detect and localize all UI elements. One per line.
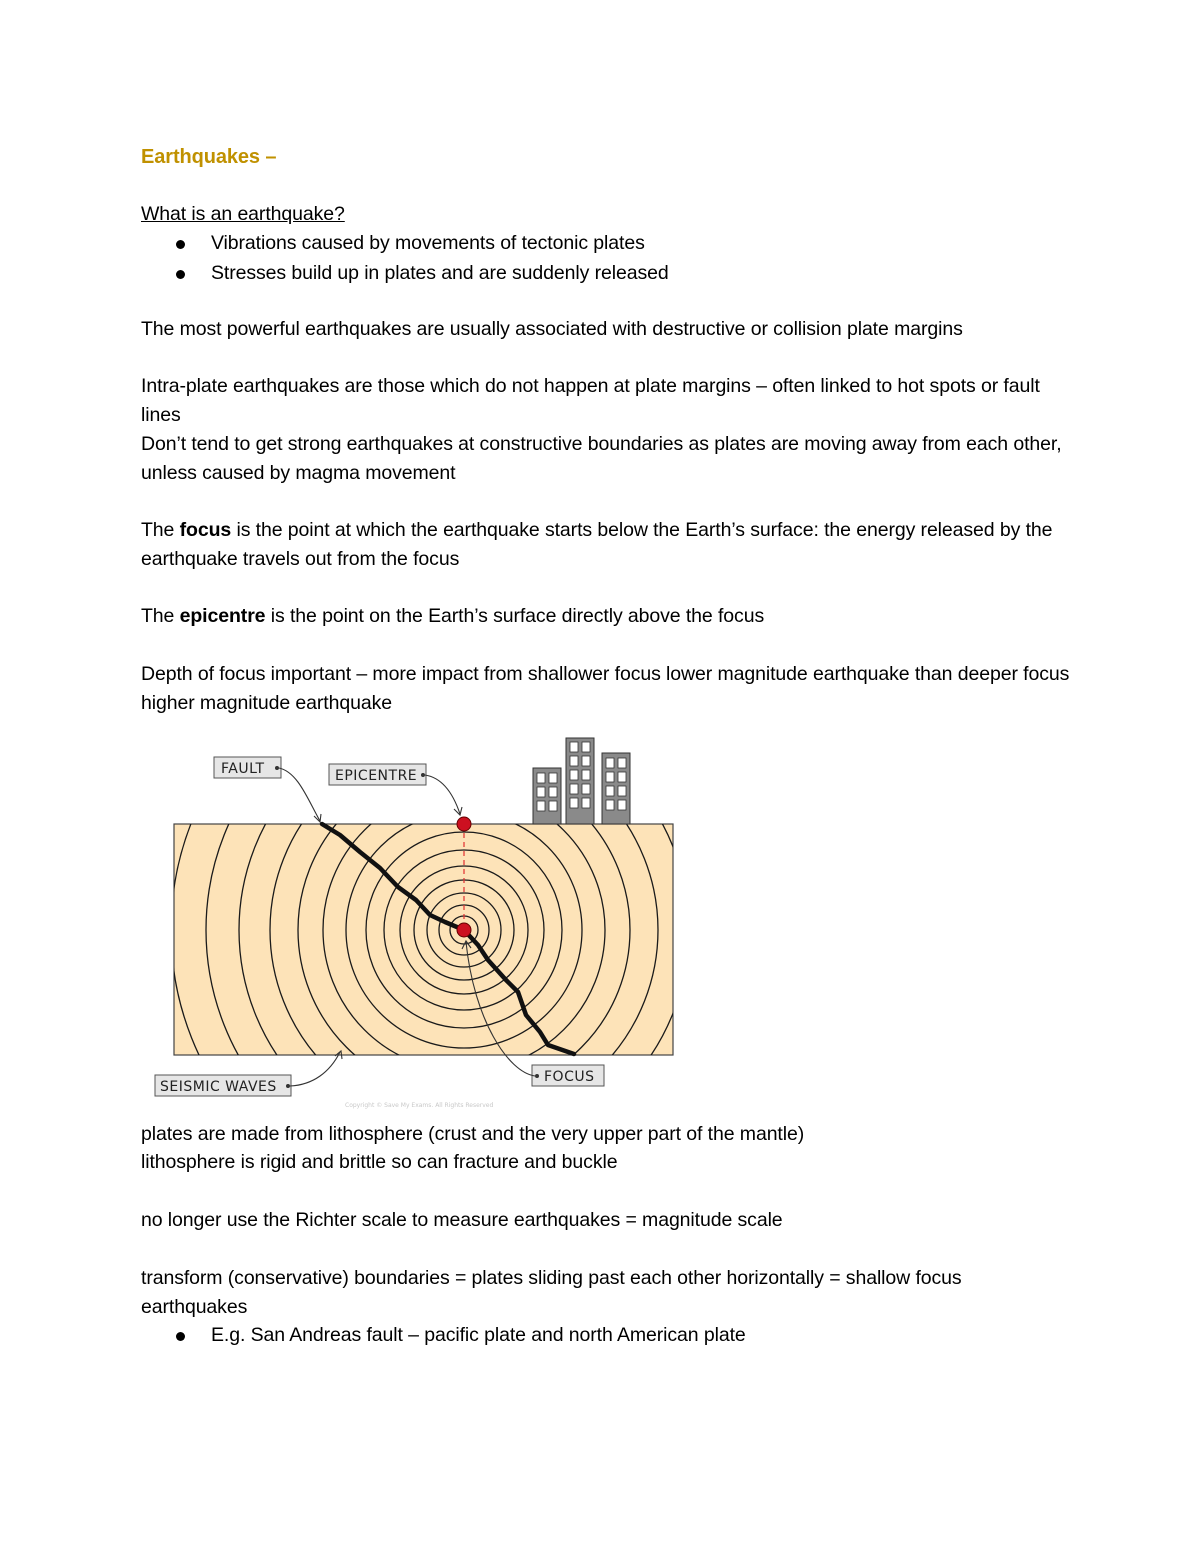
list-item: E.g. San Andreas fault – pacific plate and north American plate (141, 1320, 1071, 1350)
epicentre-marker (457, 817, 471, 831)
copyright-text: Copyright © Save My Exams. All Rights Reserved (345, 1102, 494, 1109)
label-focus: FOCUS (544, 1069, 595, 1085)
term-epicentre: epicentre (179, 605, 266, 627)
paragraph-depth-of-focus: Depth of focus important – more impact from shallower focus lower magnitude earthquake than deeper focus higher magnitude earthquake (141, 663, 1070, 714)
epicentre-callout (329, 764, 462, 815)
paragraph-epicentre: The epicentre is the point on the Earth’s surface directly above the focus (141, 605, 765, 627)
earthquake-diagram (148, 730, 688, 1115)
label-epicentre: EPICENTRE (335, 768, 418, 784)
bullet-icon (176, 270, 185, 279)
fault-callout (214, 757, 321, 822)
bullet-list-definition (141, 228, 1071, 288)
building-right (602, 753, 630, 824)
list-item: Vibrations caused by movements of tectonic plates (141, 228, 1071, 258)
paragraph-lithosphere-rigid: lithosphere is rigid and brittle so can fracture and buckle (141, 1151, 618, 1173)
term-focus: focus (179, 519, 232, 541)
paragraph-constructive: Don’t tend to get strong earthquakes at constructive boundaries as plates are moving away from each other, unless caused by magma movement (141, 433, 1062, 484)
page-title: Earthquakes – (141, 146, 277, 168)
bullet-icon (176, 1332, 185, 1341)
label-fault: FAULT (221, 761, 265, 777)
label-seismic-waves: SEISMIC WAVES (160, 1079, 277, 1095)
ground-block (174, 824, 673, 1055)
paragraph-transform-boundaries: transform (conservative) boundaries = plates sliding past each other horizontally = shallow focus earthquakes (141, 1267, 962, 1318)
paragraph-powerful-earthquakes: The most powerful earthquakes are usually associated with destructive or collision plate margins (141, 318, 963, 340)
building-center (566, 738, 594, 824)
bullet-list-example (141, 1320, 1071, 1350)
section-question: What is an earthquake? (141, 203, 345, 225)
list-item: Stresses build up in plates and are suddenly released (141, 258, 1071, 288)
paragraph-lithosphere-plates: plates are made from lithosphere (crust and the very upper part of the mantle) (141, 1123, 805, 1145)
seismic-waves-callout (155, 1051, 342, 1096)
buildings (533, 738, 630, 824)
bullet-icon (176, 240, 185, 249)
paragraph-focus: The focus is the point at which the earthquake starts below the Earth’s surface: the energy released by the earthquake travels out from the focus (141, 519, 1053, 570)
paragraph-magnitude-scale: no longer use the Richter scale to measure earthquakes = magnitude scale (141, 1209, 783, 1231)
building-left (533, 768, 561, 824)
paragraph-intra-plate: Intra-plate earthquakes are those which do not happen at plate margins – often linked to hot spots or fault lines (141, 375, 1040, 426)
focus-marker (457, 923, 471, 937)
